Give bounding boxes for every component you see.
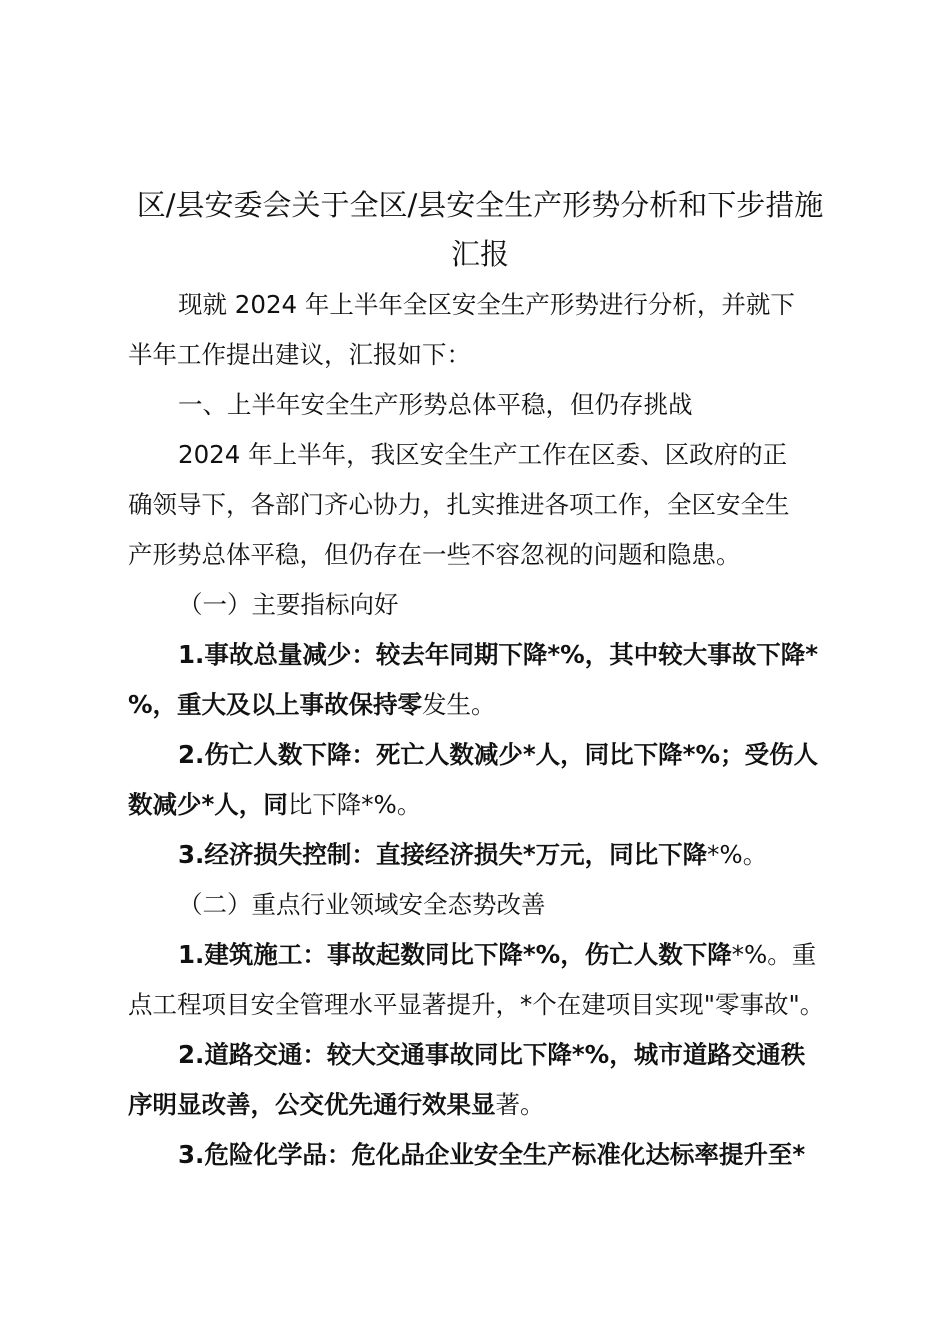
sector-item-1-line-2: 点工程项目安全管理水平显著提升，*个在建项目实现"零事故"。 [128,990,825,1019]
sector-item-1-plain-text: *%。重 [731,940,817,969]
indicator-item-2-bold-text: 数减少*人，同 [128,790,288,819]
indicator-item-1-plain-text: 发生。 [422,690,496,719]
sector-item-1-line-1 [178,935,888,975]
section-heading-1: 一、上半年安全生产形势总体平稳，但仍存挑战 [178,390,693,419]
document-title-line-2: 汇报 [450,237,509,271]
subsection-heading-2: （二）重点行业领域安全态势改善 [178,890,546,919]
sector-item-2-bold-text: 序明显改善，公交优先通行效果显 [128,1090,496,1119]
sector-item-1-bold-text: 1.建筑施工：事故起数同比下降*%，伤亡人数下降 [178,940,732,969]
indicator-item-3-plain-text: *%。 [707,840,768,869]
intro-line-2: 半年工作提出建议，汇报如下： [128,340,471,369]
indicator-item-2-plain-text: 比下降*%。 [287,790,422,819]
sector-item-2-plain-text: 著。 [495,1090,545,1119]
indicator-item-1-line-2 [128,685,838,725]
indicator-item-3-line-1 [178,835,888,875]
section1-paragraph-line-1: 2024 年上半年，我区安全生产工作在区委、区政府的正 [178,440,788,469]
sector-item-2-line-2 [128,1085,838,1125]
indicator-item-3-bold-text: 3.经济损失控制：直接经济损失*万元，同比下降 [178,840,708,869]
document-title-line-1: 区/县安委会关于全区/县安全生产形势分析和下步措施 [136,188,824,222]
indicator-item-1-line-1: 1.事故总量减少：较去年同期下降*%，其中较大事故下降* [178,640,819,669]
intro-line-1: 现就 2024 年上半年全区安全生产形势进行分析，并就下 [178,290,795,319]
subsection-heading-1: （一）主要指标向好 [178,590,399,619]
section1-paragraph-line-3: 产形势总体平稳，但仍存在一些不容忽视的问题和隐患。 [128,540,741,569]
section1-paragraph-line-2: 确领导下，各部门齐心协力，扎实推进各项工作，全区安全生 [128,490,790,519]
indicator-item-2-line-1: 2.伤亡人数下降：死亡人数减少*人，同比下降*%；受伤人 [178,740,819,769]
sector-item-2-line-1: 2.道路交通：较大交通事故同比下降*%，城市道路交通秩 [178,1040,806,1069]
indicator-item-2-line-2 [128,785,838,825]
sector-item-3-line-1: 3.危险化学品：危化品企业安全生产标准化达标率提升至* [178,1140,806,1169]
indicator-item-1-bold-text: %，重大及以上事故保持零 [128,690,423,719]
